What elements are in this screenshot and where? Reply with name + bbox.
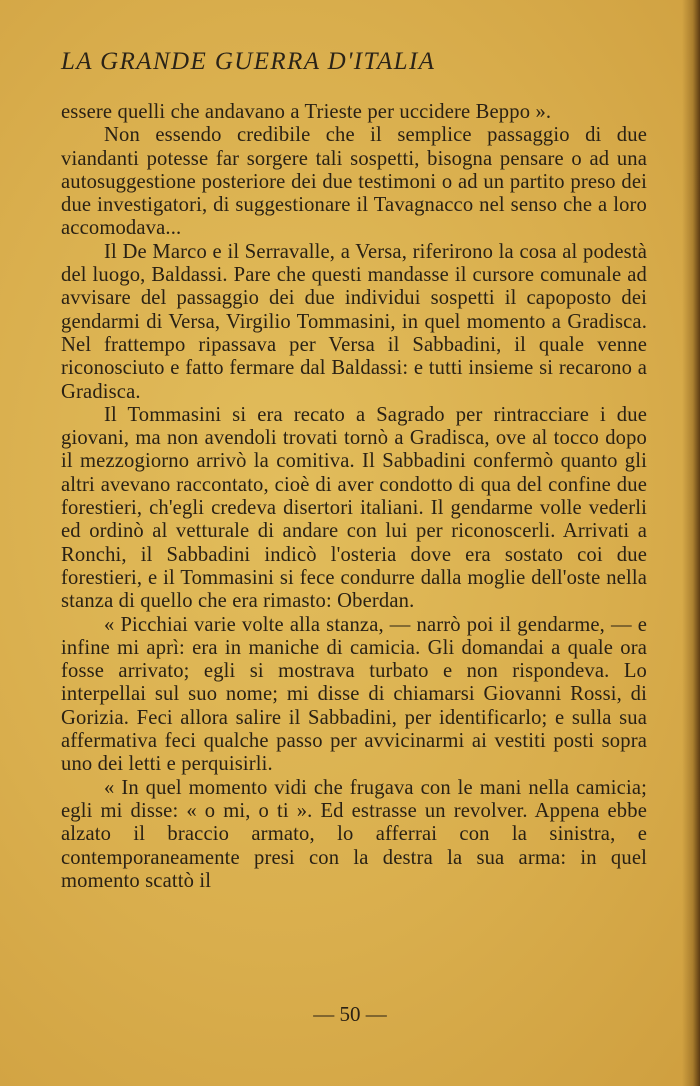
body-text <box>61 101 647 893</box>
paragraph: essere quelli che andavano a Trieste per uccidere Beppo ». <box>61 101 552 123</box>
paragraph: Il De Marco e il Serravalle, a Versa, riferirono la cosa al podestà del luogo, Baldassi. Pare che questi mandasse il cursore comunale ad avvisare del passaggio dei due individui sospetti il capoposto dei gendarmi di Versa, Virgilio Tommasini, in quel momento a Gradisca. Nel frattempo ripassava per Versa il Sabbadini, il quale venne riconosciuto e fatto fermare dal Baldassi: e tutti insieme si recarono a Gradisca. <box>61 240 647 403</box>
page-number: — 50 — <box>313 1002 387 1026</box>
running-title: LA GRANDE GUERRA D'ITALIA <box>61 48 436 75</box>
page-edge-shadow <box>682 0 700 1086</box>
paragraph: Non essendo credibile che il semplice passaggio di due viandanti potesse far sorgere tali sospetti, bisogna pensare o ad una autosuggestione posteriore dei due testimoni o ad un partito preso dei due investigatori, di suggestionare il Tavagnacco nel senso che a loro accomodava... <box>61 124 647 240</box>
paragraph: Il Tommasini si era recato a Sagrado per rintracciare i due giovani, ma non avendoli trovati tornò a Gradisca, ove al tocco dopo il mezzogiorno arrivò la comitiva. Il Sabbadini confermò quanto gli altri avevano raccontato, cioè di aver condotto di qua del confine due forestieri, ch'egli credeva disertori italiani. Il gendarme volle vederli ed ordinò al vetturale di andare con lui per riconoscerli. Arrivati a Ronchi, il Sabbadini indicò l'osteria dove era sostato coi due forestieri, e il Tommasini si fece condurre dalla moglie dell'oste nella stanza di quello che era rimasto: Oberdan. <box>61 403 647 613</box>
paragraph: « Picchiai varie volte alla stanza, — narrò poi il gendarme, — e infine mi aprì: era in maniche di camicia. Gli domandai a quale ora fosse arrivato; egli si mostrava turbato e non rispondeva. Lo interpellai sul suo nome; mi disse di chiamarsi Giovanni Rossi, di Gorizia. Feci allora salire il Sabbadini, per identificarlo; e sulla sua affermativa feci qualche passo per avvicinarmi ai vestiti posti sopra uno dei letti e perquisirli. <box>61 613 647 776</box>
paragraph: « In quel momento vidi che frugava con le mani nella camicia; egli mi disse: « o mi, o ti ». Ed estrasse un revolver. Appena ebbe alzato il braccio armato, lo afferrai con la sinistra, e contemporaneamente presi con la destra la sua arma: in quel momento scattò il <box>61 776 647 892</box>
